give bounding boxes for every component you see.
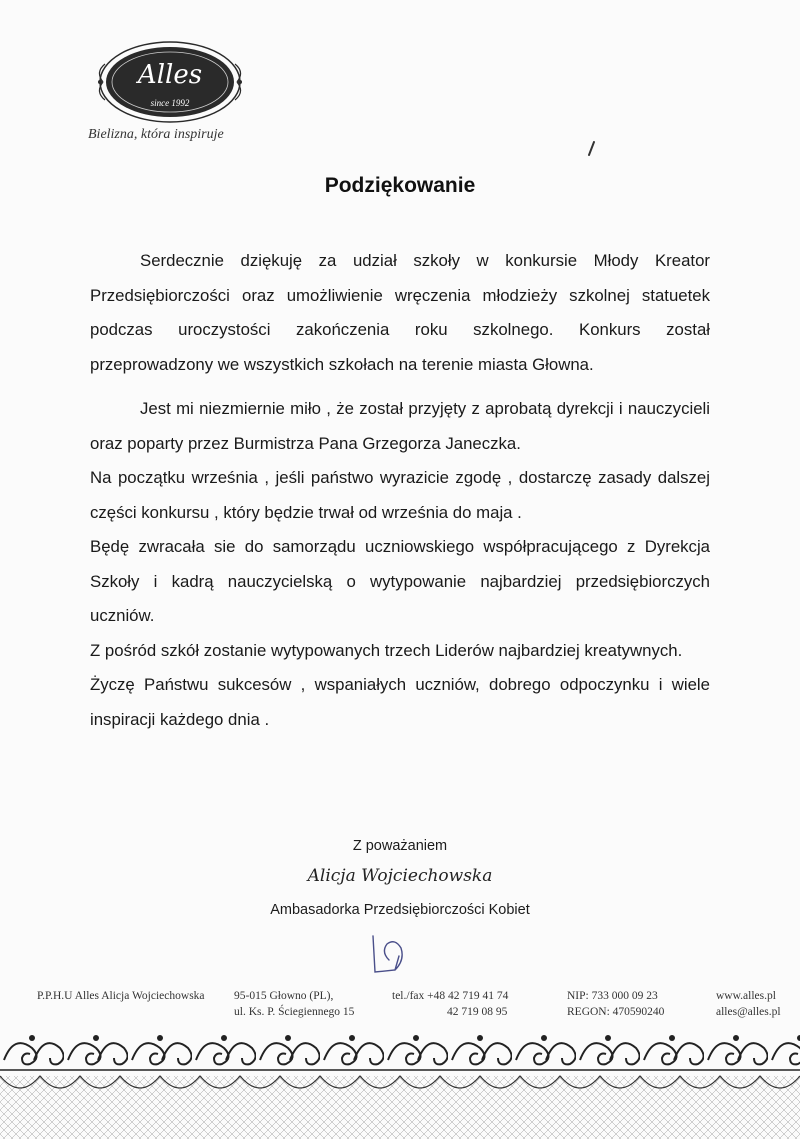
footer-address-line: 95-015 Głowno (PL), — [234, 990, 334, 1002]
footer-website: www.alles.pl — [716, 990, 776, 1002]
footer-phone: tel./fax +48 42 719 41 74 — [392, 990, 509, 1002]
pen-mark-icon — [586, 141, 596, 157]
logo-brand-name: Alles — [137, 60, 203, 90]
footer-nip: NIP: 733 000 09 23 — [567, 990, 658, 1002]
letter-paragraph: Serdecznie dziękuję za udział szkoły w konkursie Młody Kreator Przedsiębiorczości oraz umożliwienie wręczenia młodzieży szkolnej statuetek podczas uroczystości zakończenia roku szkolnego. Konkurs został przeprowadzony we wszystkich szkołach na terenie miasta Głowna. — [90, 251, 710, 374]
footer-address-line: ul. Ks. P. Ściegiennego 15 — [234, 1006, 355, 1018]
footer-email: alles@alles.pl — [716, 1006, 781, 1018]
alles-logo — [95, 38, 245, 138]
footer-contact — [716, 988, 781, 1020]
letter-paragraph: Z pośród szkół zostanie wytypowanych trzech Liderów najbardziej kreatywnych. — [90, 640, 683, 660]
footer-regon: REGON: 470590240 — [567, 1006, 665, 1018]
footer-registry — [567, 988, 664, 1020]
signer-role: Ambasadorka Przedsiębiorczości Kobiet — [270, 902, 530, 918]
letter-title: Podziękowanie — [324, 174, 476, 197]
handwritten-signature-icon — [365, 930, 415, 980]
signer-name: Alicja Wojciechowska — [307, 866, 493, 886]
lace-border-ornament — [0, 1030, 800, 1139]
footer-address — [234, 988, 354, 1020]
closing-line: Z poważaniem — [352, 838, 448, 854]
logo-since: since 1992 — [150, 98, 190, 108]
letter-paragraph: Jest mi niezmiernie miło , że został przyjęty z aprobatą dyrekcji i nauczycieli oraz poparty przez Burmistrza Pana Grzegorza Janeczka. — [90, 399, 710, 453]
letter-paragraph: Będę zwracała sie do samorządu uczniowskiego współpracującego z Dyrekcja Szkoły i kadrą nauczycielską o wytypowanie najbardziej przedsiębiorczych uczniów. — [90, 537, 710, 625]
footer-phone-2: 42 719 08 95 — [447, 1006, 508, 1018]
letter-paragraph: Życzę Państwu sukcesów , wspaniałych uczniów, dobrego odpoczynku i wiele inspiracji każdego dnia . — [90, 675, 710, 729]
letter-body — [90, 244, 710, 737]
footer-company: P.P.H.U Alles Alicja Wojciechowska — [37, 990, 205, 1002]
letter-paragraph: Na początku września , jeśli państwo wyrazicie zgodę , dostarczę zasady dalszej części konkursu , który będzie trwał od września do maja . — [90, 468, 710, 522]
brand-tagline: Bielizna, która inspiruje — [88, 127, 224, 142]
